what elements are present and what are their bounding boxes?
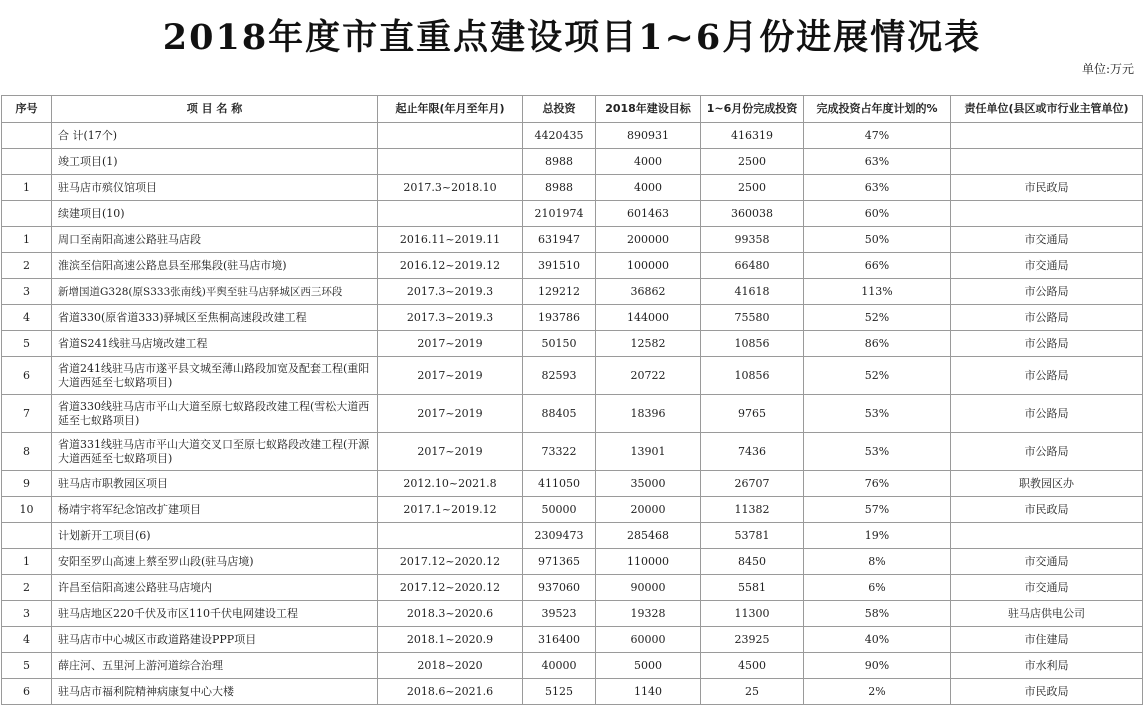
- cell-pct: 113%: [804, 279, 951, 305]
- cell-pct: 86%: [804, 331, 951, 357]
- cell-no: 4: [2, 627, 52, 653]
- table-row: [2, 497, 1143, 523]
- cell-total: 937060: [523, 575, 596, 601]
- cell-unit: [951, 201, 1143, 227]
- cell-name: 省道241线驻马店市遂平县文城至薄山路段加宽及配套工程(重阳大道西延至七蚁路项目): [52, 357, 378, 395]
- cell-name: 驻马店市职教园区项目: [52, 471, 378, 497]
- header-done: 1~6月份完成投资: [701, 96, 804, 123]
- header-row: [2, 96, 1143, 123]
- cell-pct: 90%: [804, 653, 951, 679]
- cell-unit: 市民政局: [951, 175, 1143, 201]
- cell-pct: 6%: [804, 575, 951, 601]
- cell-unit: 市交通局: [951, 253, 1143, 279]
- cell-period: [378, 201, 523, 227]
- cell-period: 2017.3~2018.10: [378, 175, 523, 201]
- cell-total: 8988: [523, 175, 596, 201]
- cell-total: 50000: [523, 497, 596, 523]
- page-title: 2018年度市直重点建设项目1~6月份进展情况表: [162, 17, 982, 58]
- cell-done: 10856: [701, 331, 804, 357]
- cell-unit: 市公路局: [951, 433, 1143, 471]
- table-row: [2, 149, 1143, 175]
- table-row: [2, 627, 1143, 653]
- cell-period: 2017~2019: [378, 331, 523, 357]
- cell-total: 2101974: [523, 201, 596, 227]
- table-row: [2, 253, 1143, 279]
- cell-pct: 8%: [804, 549, 951, 575]
- cell-done: 53781: [701, 523, 804, 549]
- cell-period: 2017~2019: [378, 433, 523, 471]
- cell-unit: 驻马店供电公司: [951, 601, 1143, 627]
- table-row: [2, 601, 1143, 627]
- cell-target: 18396: [596, 395, 701, 433]
- cell-done: 26707: [701, 471, 804, 497]
- cell-pct: 76%: [804, 471, 951, 497]
- cell-unit: 市民政局: [951, 497, 1143, 523]
- cell-period: 2016.12~2019.12: [378, 253, 523, 279]
- cell-name: 省道330线驻马店市平山大道至原七蚁路段改建工程(雪松大道西延至七蚁路项目): [52, 395, 378, 433]
- table-row: [2, 471, 1143, 497]
- cell-done: 11382: [701, 497, 804, 523]
- cell-name: 驻马店地区220千伏及市区110千伏电网建设工程: [52, 601, 378, 627]
- cell-no: 6: [2, 357, 52, 395]
- table-row: [2, 575, 1143, 601]
- header-no: 序号: [2, 96, 52, 123]
- cell-no: 2: [2, 575, 52, 601]
- cell-done: 4500: [701, 653, 804, 679]
- cell-total: 4420435: [523, 123, 596, 149]
- header-target: 2018年建设目标: [596, 96, 701, 123]
- cell-name: 驻马店市福利院精神病康复中心大楼: [52, 679, 378, 705]
- cell-target: 35000: [596, 471, 701, 497]
- cell-no: 1: [2, 227, 52, 253]
- cell-target: 4000: [596, 175, 701, 201]
- cell-pct: 53%: [804, 395, 951, 433]
- cell-done: 99358: [701, 227, 804, 253]
- cell-done: 8450: [701, 549, 804, 575]
- cell-no: 9: [2, 471, 52, 497]
- table-row: [2, 523, 1143, 549]
- cell-unit: 市交通局: [951, 549, 1143, 575]
- cell-pct: 57%: [804, 497, 951, 523]
- cell-no: [2, 523, 52, 549]
- cell-done: 23925: [701, 627, 804, 653]
- table-row: [2, 653, 1143, 679]
- cell-target: 60000: [596, 627, 701, 653]
- cell-no: 1: [2, 175, 52, 201]
- header-period: 起止年限(年月至年月): [378, 96, 523, 123]
- cell-name: 省道330(原省道333)驿城区至焦桐高速段改建工程: [52, 305, 378, 331]
- cell-pct: 40%: [804, 627, 951, 653]
- cell-name: 计划新开工项目(6): [52, 523, 378, 549]
- cell-name: 淮滨至信阳高速公路息县至邢集段(驻马店市境): [52, 253, 378, 279]
- cell-period: 2017~2019: [378, 395, 523, 433]
- table-row: [2, 331, 1143, 357]
- cell-target: 36862: [596, 279, 701, 305]
- table-row: [2, 305, 1143, 331]
- cell-done: 75580: [701, 305, 804, 331]
- cell-total: 2309473: [523, 523, 596, 549]
- cell-no: 2: [2, 253, 52, 279]
- header-total: 总投资: [523, 96, 596, 123]
- cell-target: 144000: [596, 305, 701, 331]
- cell-period: 2017.12~2020.12: [378, 575, 523, 601]
- projects-table: [1, 95, 1143, 705]
- cell-target: 20000: [596, 497, 701, 523]
- cell-total: 631947: [523, 227, 596, 253]
- cell-done: 2500: [701, 149, 804, 175]
- cell-done: 360038: [701, 201, 804, 227]
- cell-unit: 市公路局: [951, 279, 1143, 305]
- cell-no: 1: [2, 549, 52, 575]
- cell-target: 90000: [596, 575, 701, 601]
- cell-done: 9765: [701, 395, 804, 433]
- cell-period: [378, 523, 523, 549]
- cell-total: 39523: [523, 601, 596, 627]
- cell-total: 193786: [523, 305, 596, 331]
- cell-name: 周口至南阳高速公路驻马店段: [52, 227, 378, 253]
- table-row: [2, 357, 1143, 395]
- cell-name: 许昌至信阳高速公路驻马店境内: [52, 575, 378, 601]
- cell-unit: 市交通局: [951, 575, 1143, 601]
- cell-total: 82593: [523, 357, 596, 395]
- cell-unit: 市水利局: [951, 653, 1143, 679]
- cell-name: 省道331线驻马店市平山大道交叉口至原七蚁路段改建工程(开源大道西延至七蚁路项目): [52, 433, 378, 471]
- table-row: [2, 395, 1143, 433]
- cell-pct: 60%: [804, 201, 951, 227]
- cell-unit: 市住建局: [951, 627, 1143, 653]
- cell-no: [2, 149, 52, 175]
- cell-unit: 市公路局: [951, 395, 1143, 433]
- cell-done: 5581: [701, 575, 804, 601]
- table-row: [2, 123, 1143, 149]
- cell-unit: 市公路局: [951, 305, 1143, 331]
- cell-pct: 47%: [804, 123, 951, 149]
- cell-no: 5: [2, 331, 52, 357]
- cell-unit: 职教园区办: [951, 471, 1143, 497]
- cell-period: 2012.10~2021.8: [378, 471, 523, 497]
- cell-period: 2018.6~2021.6: [378, 679, 523, 705]
- cell-name: 薛庄河、五里河上游河道综合治理: [52, 653, 378, 679]
- cell-target: 5000: [596, 653, 701, 679]
- cell-target: 200000: [596, 227, 701, 253]
- cell-period: [378, 149, 523, 175]
- cell-name: 安阳至罗山高速上蔡至罗山段(驻马店境): [52, 549, 378, 575]
- cell-period: 2018~2020: [378, 653, 523, 679]
- cell-unit: 市民政局: [951, 679, 1143, 705]
- cell-pct: 63%: [804, 175, 951, 201]
- cell-target: 4000: [596, 149, 701, 175]
- cell-done: 416319: [701, 123, 804, 149]
- cell-period: 2017.3~2019.3: [378, 305, 523, 331]
- unit-note: 单位:万元: [1081, 62, 1134, 76]
- header-pct: 完成投资占年度计划的%: [804, 96, 951, 123]
- cell-target: 110000: [596, 549, 701, 575]
- cell-name: 竣工项目(1): [52, 149, 378, 175]
- cell-no: 4: [2, 305, 52, 331]
- cell-unit: 市交通局: [951, 227, 1143, 253]
- cell-period: 2018.3~2020.6: [378, 601, 523, 627]
- cell-pct: 66%: [804, 253, 951, 279]
- cell-unit: [951, 523, 1143, 549]
- cell-total: 8988: [523, 149, 596, 175]
- cell-name: 省道S241线驻马店境改建工程: [52, 331, 378, 357]
- cell-unit: [951, 149, 1143, 175]
- table-row: [2, 227, 1143, 253]
- cell-no: 10: [2, 497, 52, 523]
- header-unit: 责任单位(县区或市行业主管单位): [951, 96, 1143, 123]
- cell-total: 971365: [523, 549, 596, 575]
- cell-unit: 市公路局: [951, 331, 1143, 357]
- cell-pct: 50%: [804, 227, 951, 253]
- cell-done: 66480: [701, 253, 804, 279]
- cell-no: 6: [2, 679, 52, 705]
- cell-no: 5: [2, 653, 52, 679]
- cell-period: 2016.11~2019.11: [378, 227, 523, 253]
- table-row: [2, 201, 1143, 227]
- cell-target: 1140: [596, 679, 701, 705]
- cell-no: 3: [2, 601, 52, 627]
- cell-total: 5125: [523, 679, 596, 705]
- cell-unit: [951, 123, 1143, 149]
- cell-period: [378, 123, 523, 149]
- cell-total: 88405: [523, 395, 596, 433]
- table-row: [2, 549, 1143, 575]
- cell-no: 8: [2, 433, 52, 471]
- cell-period: 2017.1~2019.12: [378, 497, 523, 523]
- cell-target: 13901: [596, 433, 701, 471]
- cell-done: 25: [701, 679, 804, 705]
- cell-unit: 市公路局: [951, 357, 1143, 395]
- cell-total: 411050: [523, 471, 596, 497]
- cell-done: 10856: [701, 357, 804, 395]
- table-row: [2, 679, 1143, 705]
- table-row: [2, 433, 1143, 471]
- cell-target: 285468: [596, 523, 701, 549]
- cell-no: 3: [2, 279, 52, 305]
- cell-total: 50150: [523, 331, 596, 357]
- cell-pct: 63%: [804, 149, 951, 175]
- cell-pct: 2%: [804, 679, 951, 705]
- cell-name: 续建项目(10): [52, 201, 378, 227]
- cell-target: 20722: [596, 357, 701, 395]
- cell-pct: 52%: [804, 357, 951, 395]
- cell-done: 2500: [701, 175, 804, 201]
- cell-target: 12582: [596, 331, 701, 357]
- cell-done: 11300: [701, 601, 804, 627]
- cell-target: 601463: [596, 201, 701, 227]
- cell-name: 合 计(17个): [52, 123, 378, 149]
- cell-pct: 58%: [804, 601, 951, 627]
- cell-total: 391510: [523, 253, 596, 279]
- table-row: [2, 279, 1143, 305]
- cell-total: 73322: [523, 433, 596, 471]
- cell-no: [2, 123, 52, 149]
- cell-pct: 52%: [804, 305, 951, 331]
- cell-pct: 19%: [804, 523, 951, 549]
- cell-name: 驻马店市中心城区市政道路建设PPP项目: [52, 627, 378, 653]
- cell-no: [2, 201, 52, 227]
- cell-name: 驻马店市殡仪馆项目: [52, 175, 378, 201]
- table-row: [2, 175, 1143, 201]
- cell-name: 新增国道G328(原S333张南线)平舆至驻马店驿城区西三环段: [52, 279, 378, 305]
- cell-target: 19328: [596, 601, 701, 627]
- cell-name: 杨靖宇将军纪念馆改扩建项目: [52, 497, 378, 523]
- cell-period: 2017.12~2020.12: [378, 549, 523, 575]
- cell-done: 7436: [701, 433, 804, 471]
- cell-period: 2018.1~2020.9: [378, 627, 523, 653]
- cell-total: 316400: [523, 627, 596, 653]
- cell-total: 129212: [523, 279, 596, 305]
- cell-target: 100000: [596, 253, 701, 279]
- cell-no: 7: [2, 395, 52, 433]
- cell-done: 41618: [701, 279, 804, 305]
- cell-period: 2017.3~2019.3: [378, 279, 523, 305]
- header-name: 项 目 名 称: [52, 96, 378, 123]
- cell-target: 890931: [596, 123, 701, 149]
- cell-total: 40000: [523, 653, 596, 679]
- cell-pct: 53%: [804, 433, 951, 471]
- cell-period: 2017~2019: [378, 357, 523, 395]
